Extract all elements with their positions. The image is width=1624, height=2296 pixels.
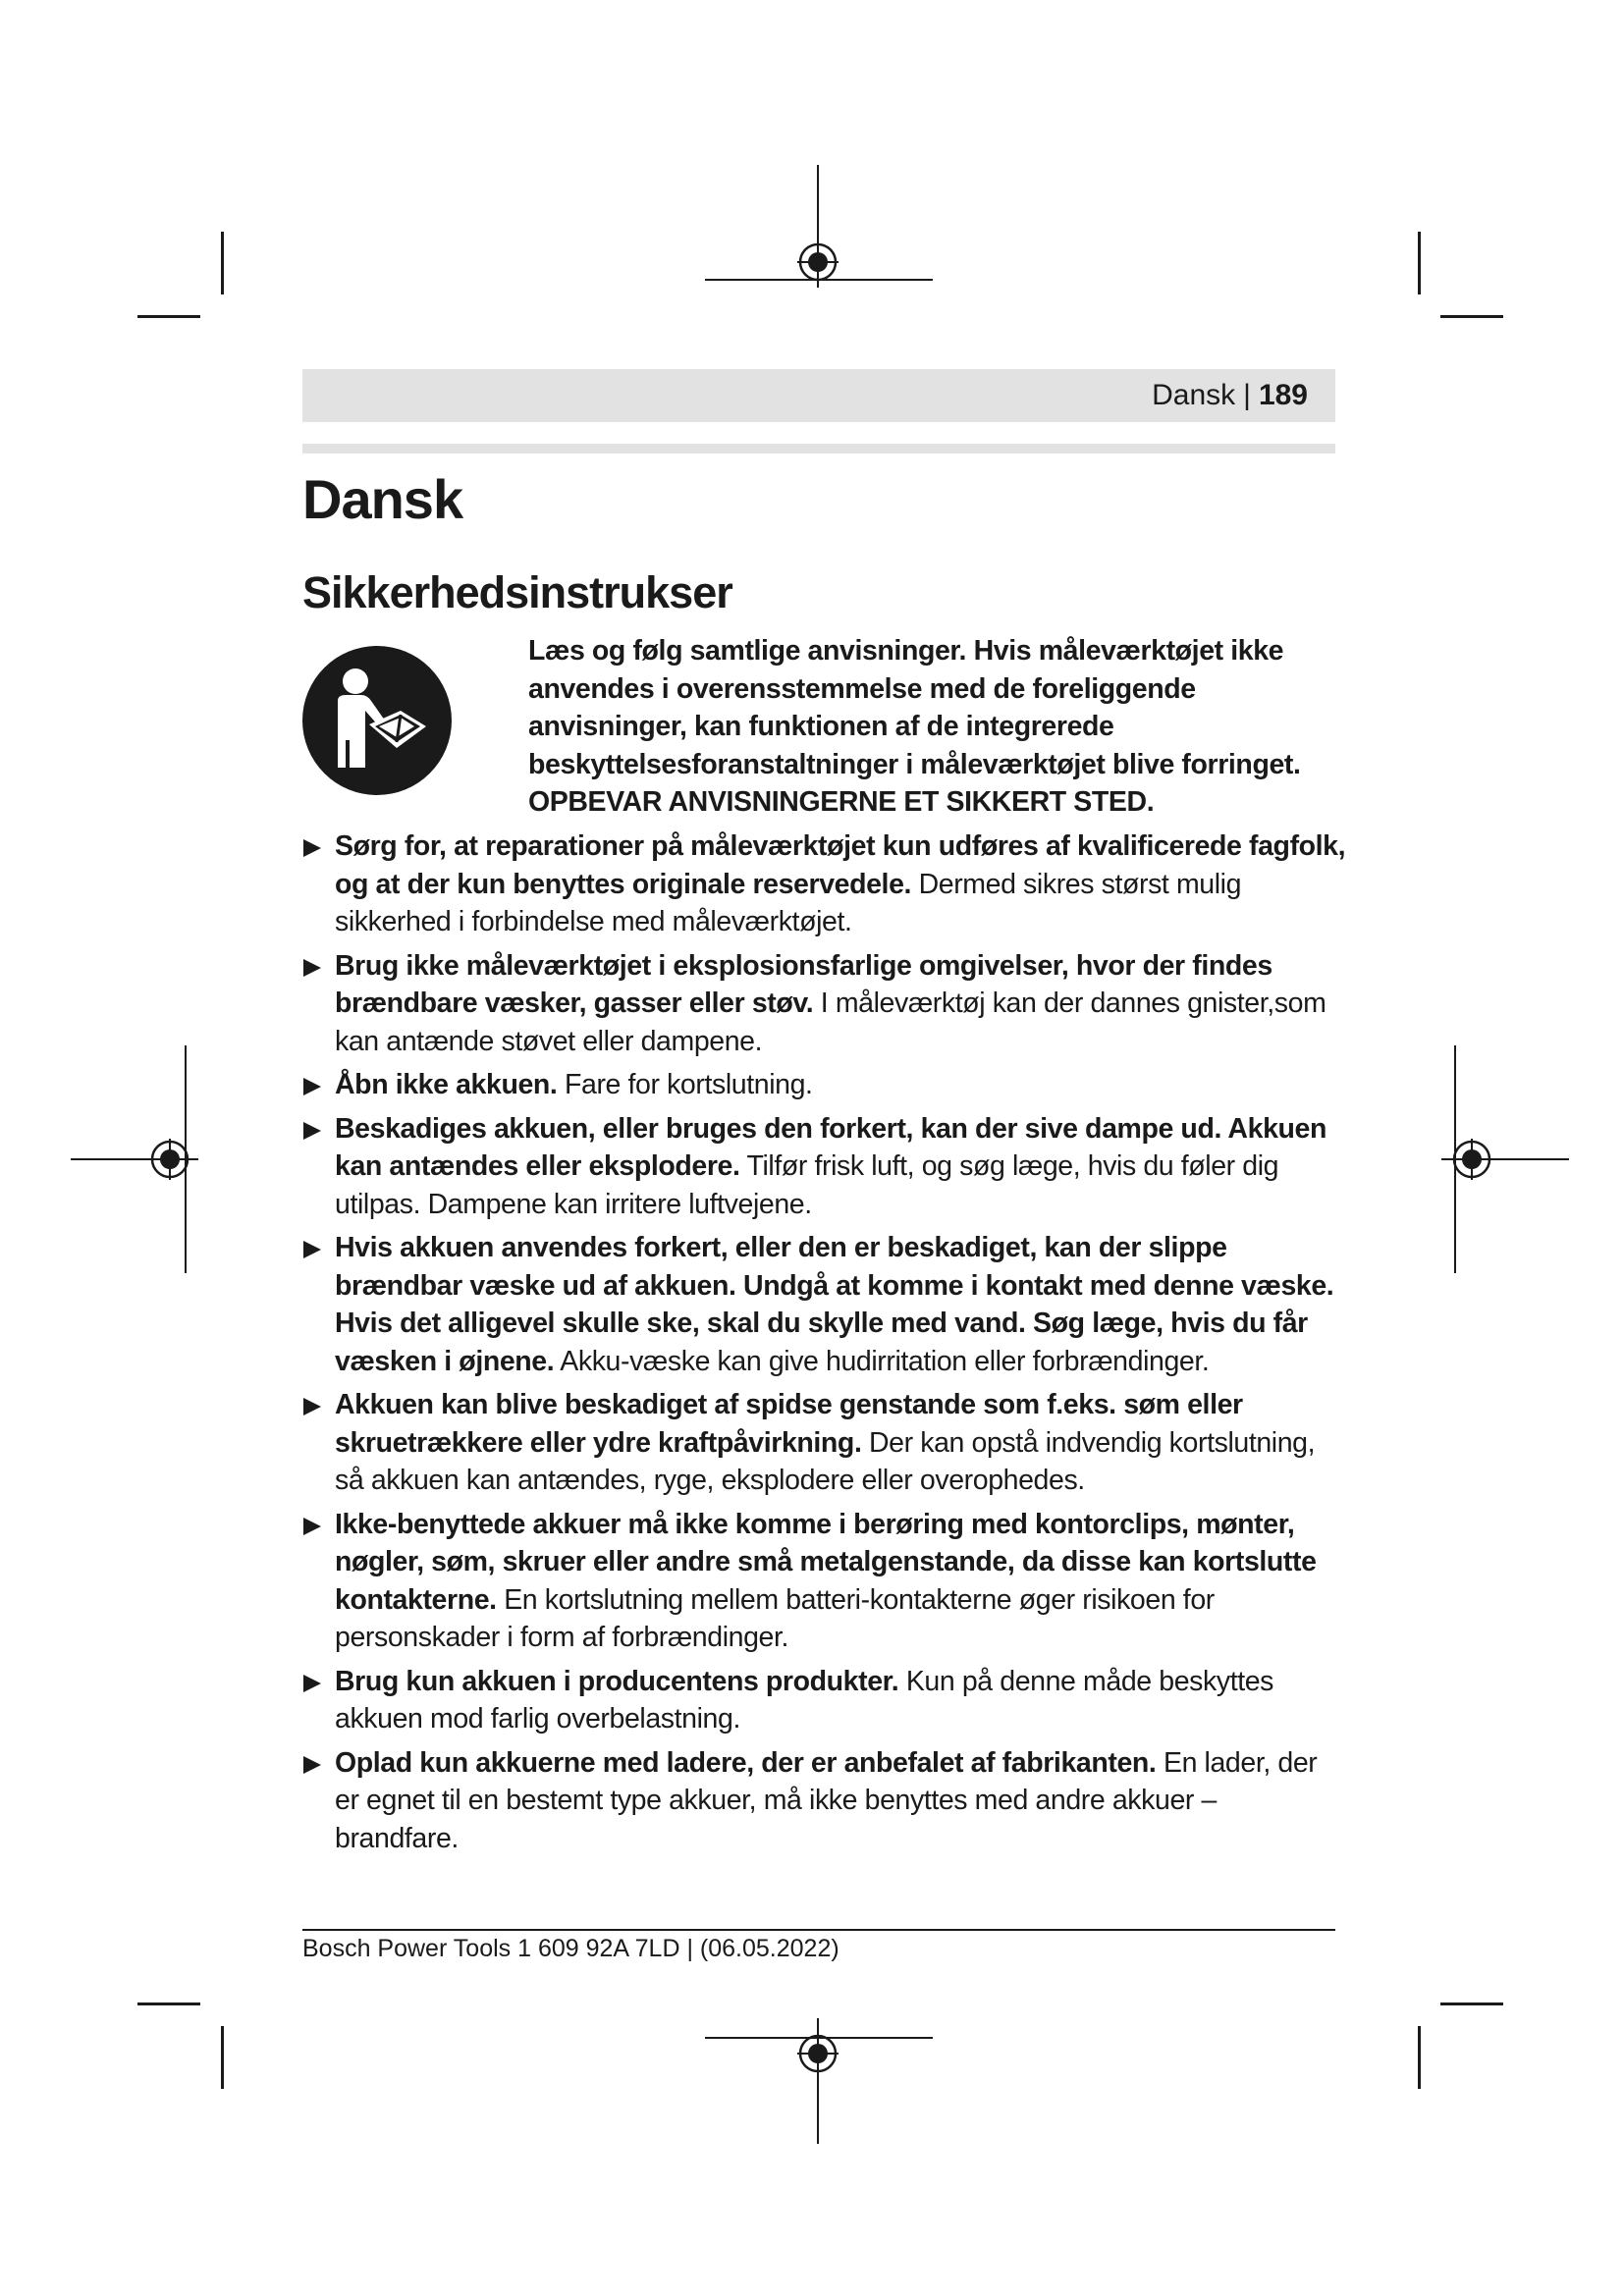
triangle-bullet-icon <box>303 1122 321 1140</box>
item-lead: Beskadiges akkuen, eller bruges den forkert, kan der sive dampe ud. Akkuen kan antændes eller eksplodere. <box>335 1112 1326 1182</box>
list-item <box>302 1229 1347 1380</box>
list-item <box>302 1506 1347 1657</box>
triangle-bullet-icon <box>303 1756 321 1774</box>
crop-mark <box>137 315 200 318</box>
triangle-bullet-icon <box>303 1241 321 1258</box>
triangle-bullet-icon <box>303 839 321 857</box>
page-title: Dansk <box>302 468 463 530</box>
item-lead: Sørg for, at reparationer på måleværktøjet kun udføres af kvalificerede fagfolk, og at der kun benyttes originale reservedele. <box>335 830 1346 900</box>
triangle-bullet-icon <box>303 1518 321 1535</box>
registration-mark-icon <box>1451 1139 1492 1180</box>
item-text: Akku-væske kan give hudirritation eller forbrændinger. <box>560 1345 1210 1377</box>
item-text: En lader, der er egnet til en bestemt type akkuer, må ikke benyttes med andre akkuer – brandfare. <box>335 1746 1318 1854</box>
page-header <box>302 369 1335 422</box>
list-item <box>302 947 1347 1061</box>
crop-mark <box>1418 2026 1421 2089</box>
crop-mark <box>1440 315 1503 318</box>
item-text: En kortslutning mellem batteri-kontakterne øger risikoen for personskader i form af forbrændinger. <box>335 1583 1215 1653</box>
crop-mark <box>221 232 224 294</box>
page-footer: Bosch Power Tools 1 609 92A 7LD | (06.05.2022) <box>302 1935 839 1962</box>
item-lead: Ikke-benyttede akkuer må ikke komme i berøring med kontorclips, mønter, nøgler, søm, skruer eller andre små metalgenstande, da disse kan kortslutte kontakterne. <box>335 1508 1317 1616</box>
item-text: Fare for kortslutning. <box>564 1069 813 1100</box>
intro-warning: Læs og følg samtlige anvisninger. Hvis måleværktøjet ikke anvendes i overensstemmelse med de foreliggende anvisninger, kan funktionen af de integrerede beskyttelsesforanstaltninger i måleværktøjet blive forringet. OPBEVAR ANVISNINGERNE ET SIKKERT STED. <box>528 635 1301 818</box>
list-item <box>302 1744 1347 1858</box>
header-label <box>1152 379 1308 412</box>
registration-mark-icon <box>149 1139 190 1180</box>
triangle-bullet-icon <box>303 959 321 977</box>
header-separator: | <box>1243 379 1251 411</box>
crop-mark <box>137 2002 200 2005</box>
triangle-bullet-icon <box>303 1675 321 1692</box>
list-item <box>302 1386 1347 1500</box>
list-item <box>302 828 1347 941</box>
item-lead: Åbn ikke akkuen. <box>335 1069 558 1100</box>
item-text: Kun på denne måde beskyttes akkuen mod farlig overbelastning. <box>335 1665 1274 1735</box>
list-item <box>302 1110 1347 1224</box>
list-item <box>302 1663 1347 1738</box>
item-lead: Hvis akkuen anvendes forkert, eller den er beskadiget, kan der slippe brændbar væske ud af akkuen. Undgå at komme i kontakt med denne væske. Hvis det alligevel skulle ske, skal du skylle med vand. Søg læge, hvis du får væsken i øjnene. <box>335 1232 1334 1377</box>
item-lead: Brug kun akkuen i producentens produkter. <box>335 1665 899 1697</box>
crop-mark <box>221 2026 224 2089</box>
item-text: Tilfør frisk luft, og søg læge, hvis du føler dig utilpas. Dampene kan irritere luftvejene. <box>335 1150 1279 1220</box>
item-text: Der kan opstå indvendig kortslutning, så akkuen kan antændes, ryge, eksplodere eller overophedes. <box>335 1426 1316 1496</box>
item-lead: Oplad kun akkuerne med ladere, der er anbefalet af fabrikanten. <box>335 1746 1157 1779</box>
list-item <box>302 1066 1347 1104</box>
header-section: Dansk <box>1152 379 1236 411</box>
triangle-bullet-icon <box>303 1398 321 1415</box>
item-lead: Brug ikke måleværktøjet i eksplosionsfarlige omgivelser, hvor der findes brændbare væsker, gasser eller støv. <box>335 949 1272 1019</box>
triangle-bullet-icon <box>303 1078 321 1095</box>
item-text: Dermed sikres størst mulig sikkerhed i forbindelse med måleværktøjet. <box>335 868 1242 937</box>
safety-list <box>302 828 1347 1863</box>
item-lead: Akkuen kan blive beskadiget af spidse genstande som f.eks. søm eller skruetrækkere eller ydre kraftpåvirkning. <box>335 1389 1243 1459</box>
item-text: I måleværktøj kan der dannes gnister,som kan antænde støvet eller dampene. <box>335 988 1326 1057</box>
registration-mark-icon <box>797 2033 839 2074</box>
read-manual-icon <box>302 646 452 795</box>
page-number: 189 <box>1258 379 1308 411</box>
header-rule <box>302 444 1335 454</box>
footer-rule <box>302 1929 1335 1931</box>
crop-mark <box>1440 2002 1503 2005</box>
crop-mark <box>1418 232 1421 294</box>
registration-mark-icon <box>797 241 839 283</box>
section-title: Sikkerhedsinstrukser <box>302 567 732 617</box>
